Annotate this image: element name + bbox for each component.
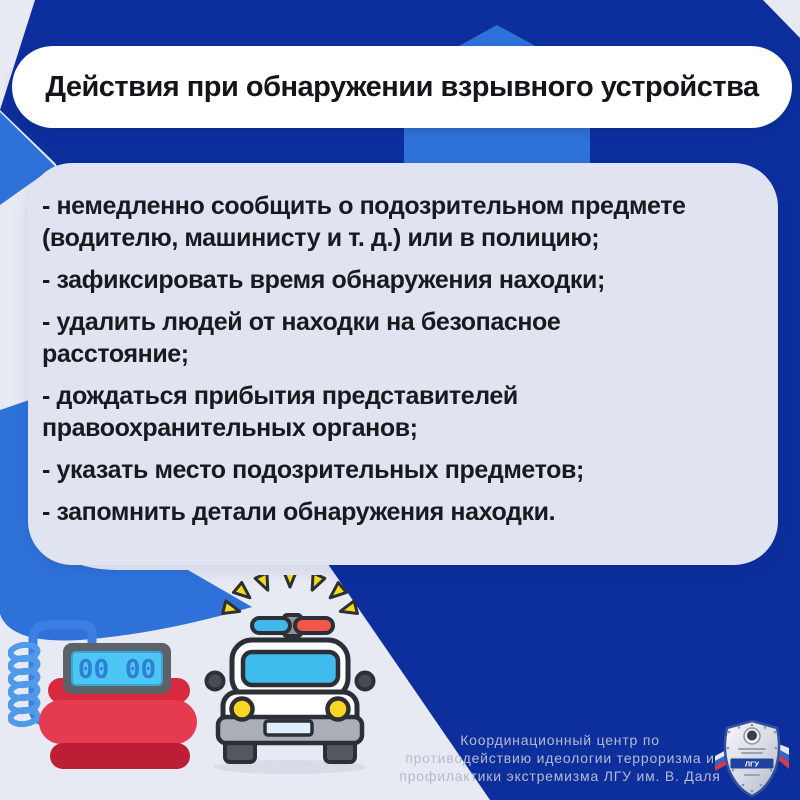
police-car-icon (195, 575, 385, 780)
lightbar-blue (252, 618, 290, 633)
bullet-item: - немедленно сообщить о подозрительном предмете (водителю, машинисту и т. д.) или в полицию; (42, 192, 686, 252)
time-bomb-icon (8, 612, 208, 792)
footer-credit (386, 731, 734, 785)
university-emblem (714, 718, 790, 798)
emblem-portrait (747, 731, 757, 741)
lightbar-red (295, 618, 333, 633)
bomb-wire-coil (10, 644, 38, 726)
siren-rays (223, 575, 358, 618)
emblem-fine-text-line (744, 774, 760, 776)
bullet-item: - указать место подозрительных предметов; (42, 456, 584, 484)
emblem-banner-label: ЛГУ (744, 759, 760, 769)
page-title: Действия при обнаружении взрывного устройства (45, 70, 759, 103)
footer-line: профилактики экстремизма ЛГУ им. В. Даля (399, 768, 721, 784)
footer-line: Координационный центр по (460, 732, 660, 748)
bullet-item: - запомнить детали обнаружения находки. (42, 498, 556, 526)
emblem-fine-text-line (738, 748, 766, 750)
bullet-item: - дождаться прибытия представителей правоохранительных органов; (42, 382, 518, 442)
bullet-item: - удалить людей от находки на безопасное расстояние; (42, 308, 561, 368)
dynamite-stick-bottom (50, 743, 190, 769)
dynamite-stick-middle (39, 700, 197, 744)
title-banner (12, 46, 792, 128)
footer-line: противодействию идеологии терроризма и (405, 750, 715, 766)
license-plate (265, 721, 312, 735)
car-windshield (243, 652, 338, 685)
bullet-item: - зафиксировать время обнаружения находки; (42, 266, 605, 294)
timer-display: 00 00 (77, 655, 157, 685)
instructions-panel (28, 163, 778, 565)
emblem-fine-text-line (741, 752, 763, 754)
